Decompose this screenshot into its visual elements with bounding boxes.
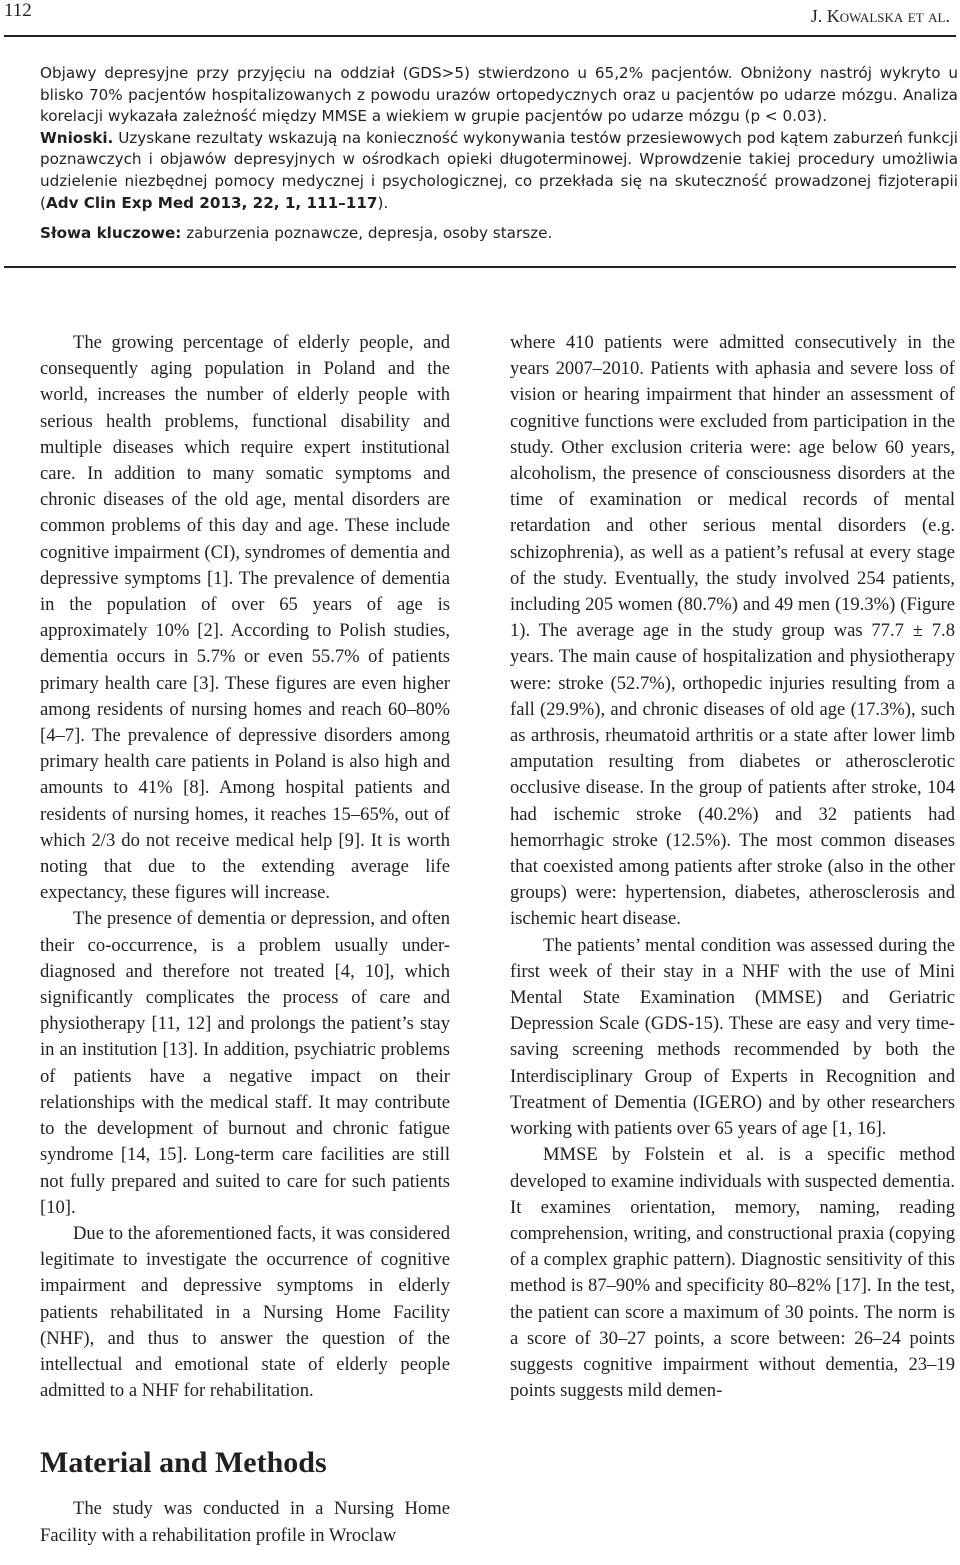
abstract-rule xyxy=(4,266,956,268)
methods-paragraph-1: The study was conducted in a Nursing Home Facility with a rehabilitation profile in Wroclaw xyxy=(40,1498,450,1546)
article-citation: Adv Clin Exp Med 2013, 22, 1, 111–117 xyxy=(45,193,378,212)
page-header xyxy=(0,0,960,40)
keywords-text: zaburzenia poznawcze, depresja, osoby starsze. xyxy=(186,224,553,243)
methods-paragraph-1-cont: where 410 patients were admitted consecutively in the years 2007–2010. Patients with aphasia and severe loss of vision or hearing impairment that hinder an assessment of cognitive functions were excluded from participation in the study. Other exclusion criteria were: age below 60 years, alcoholism, the presence of consciousness disorders at the time of examination or medical records of mental retardation and other serious mental disorders (e.g. schizophrenia), as well as a patient’s refusal at every stage of the study. Eventually, the study involved 254 patients, including 205 women (80.7%) and 49 men (19.3%) (Figure 1). The average age in the study group was 77.7 ± 7.8 years. The main cause of hospitalization and physiotherapy were: stroke (52.7%), orthopedic injuries resulting from a fall (29.9%), and chronic diseases of old age (17.3%), such as arthrosis, rheumatoid arthritis or a state after lower limb amputation resulting from diabetes or atherosclerotic occlusive disease. In the group of patients after stroke, 104 had ischemic stroke (40.2%) and 32 patients had hemorrhagic stroke (12.5%). The most common diseases that coexisted among patients after stroke (also in the other groups) were: hypertension, diabetes, atherosclerosis and ischemic heart disease. xyxy=(510,332,955,930)
abstract-conclusions xyxy=(40,128,958,214)
section-heading-methods: Material and Methods xyxy=(40,1446,327,1480)
intro-paragraph-2: The presence of dementia or depression, and often their co-occurrence, is a problem usually under-diagnosed and therefore not treated [4, 10], which significantly complicates the process of care and physiotherapy [11, 12] and prolongs the patient’s stay in an institution [13]. In addition, psychiatric problems of patients have a negative impact on their relationships with the medical staff. It may contribute to the development of burnout and chronic fatigue syndrome [14, 15]. Long-term care facilities are still not fully prepared and suited to care for such patients [10]. xyxy=(40,908,450,1218)
left-column xyxy=(40,330,450,1549)
conclusions-end: ). xyxy=(377,193,389,212)
abstract-block xyxy=(40,63,958,245)
right-column xyxy=(510,330,955,1404)
intro-paragraph-3: Due to the aforementioned facts, it was considered legitimate to investigate the occurrence of cognitive impairment and depressive symptoms in elderly patients rehabilitated in a Nursing Home Facility (NHF), and thus to answer the question of the intellectual and emotional state of elderly people admitted to a NHF for rehabilitation. xyxy=(40,1222,450,1402)
conclusions-text: Uzyskane rezultaty wskazują na konieczność wykonywania testów przesiewowych pod kątem zaburzeń funkcji poznawczych i objawów depresyjnych w ośrodkach opieki długoterminowej. Wprowdzenie takiej procedury umożliwia udzielenie niezbędnej pomocy medycznej i psychologicznej, co przekłada się na skuteczność prowadzonej fizjoterapii ( xyxy=(40,128,959,212)
page-number: 112 xyxy=(4,0,32,21)
keywords-label: Słowa kluczowe: xyxy=(40,224,182,243)
abstract-keywords xyxy=(40,223,958,245)
conclusions-label: Wnioski. xyxy=(40,128,114,147)
header-rule xyxy=(4,35,956,37)
methods-paragraph-2: The patients’ mental condition was assessed during the first week of their stay in a NHF with the use of Mini Mental State Examination (MMSE) and Geriatric Depression Scale (GDS-15). These are easy and very time-saving screening methods recommended by both the Interdisciplinary Group of Experts in Recognition and Treatment of Dementia (IGERO) and by other researchers working with patients over 65 years of age [1, 16]. xyxy=(510,934,955,1140)
intro-paragraph-1: The growing percentage of elderly people, and consequently aging population in Poland and the world, increases the number of elderly people with serious health problems, functional disability and multiple diseases which require expert institutional care. In addition to many somatic symptoms and chronic diseases of the old age, mental disorders are common problems of this day and age. These include cognitive impairment (CI), syndromes of dementia and depressive symptoms [1]. The prevalence of dementia in the population of over 65 years of age is approximately 10% [2]. According to Polish studies, dementia occurs in 5.7% or even 55.7% of patients primary health care [3]. These figures are even higher among residents of nursing homes and reach 60–80% [4–7]. The prevalence of depressive disorders among primary health care patients in Poland is also high and amounts to 41% [8]. Among hospital patients and residents of nursing homes, it reaches 15–65%, out of which 2/3 do not receive medical help [9]. It is worth noting that due to the extending average life expectancy, these figures will increase. xyxy=(40,332,450,904)
running-head: J. Kowalska et al. xyxy=(810,6,950,26)
abstract-results: Objawy depresyjne przy przyjęciu na oddział (GDS>5) stwierdzono u 65,2% pacjentów. Obniżony nastrój wykryto u blisko 70% pacjentów hospitalizowanych z powodu urazów ortopedycznych oraz u pacjentów po udarze mózgu. Analiza korelacji wykazała zależność między MMSE a wiekiem w grupie pacjentów po udarze mózgu (p < 0.03). xyxy=(40,64,958,126)
methods-paragraph-3: MMSE by Folstein et al. is a specific method developed to examine individuals with suspected dementia. It examines orientation, memory, naming, reading comprehension, writing, and constructional praxia (copying of a complex graphic pattern). Diagnostic sensitivity of this method is 87–90% and specificity 80–82% [17]. In the test, the patient can score a maximum of 30 points. The norm is a score of 30–27 points, a score between: 26–24 points suggests cognitive impairment without dementia, 23–19 points suggests mild demen- xyxy=(510,1144,955,1402)
